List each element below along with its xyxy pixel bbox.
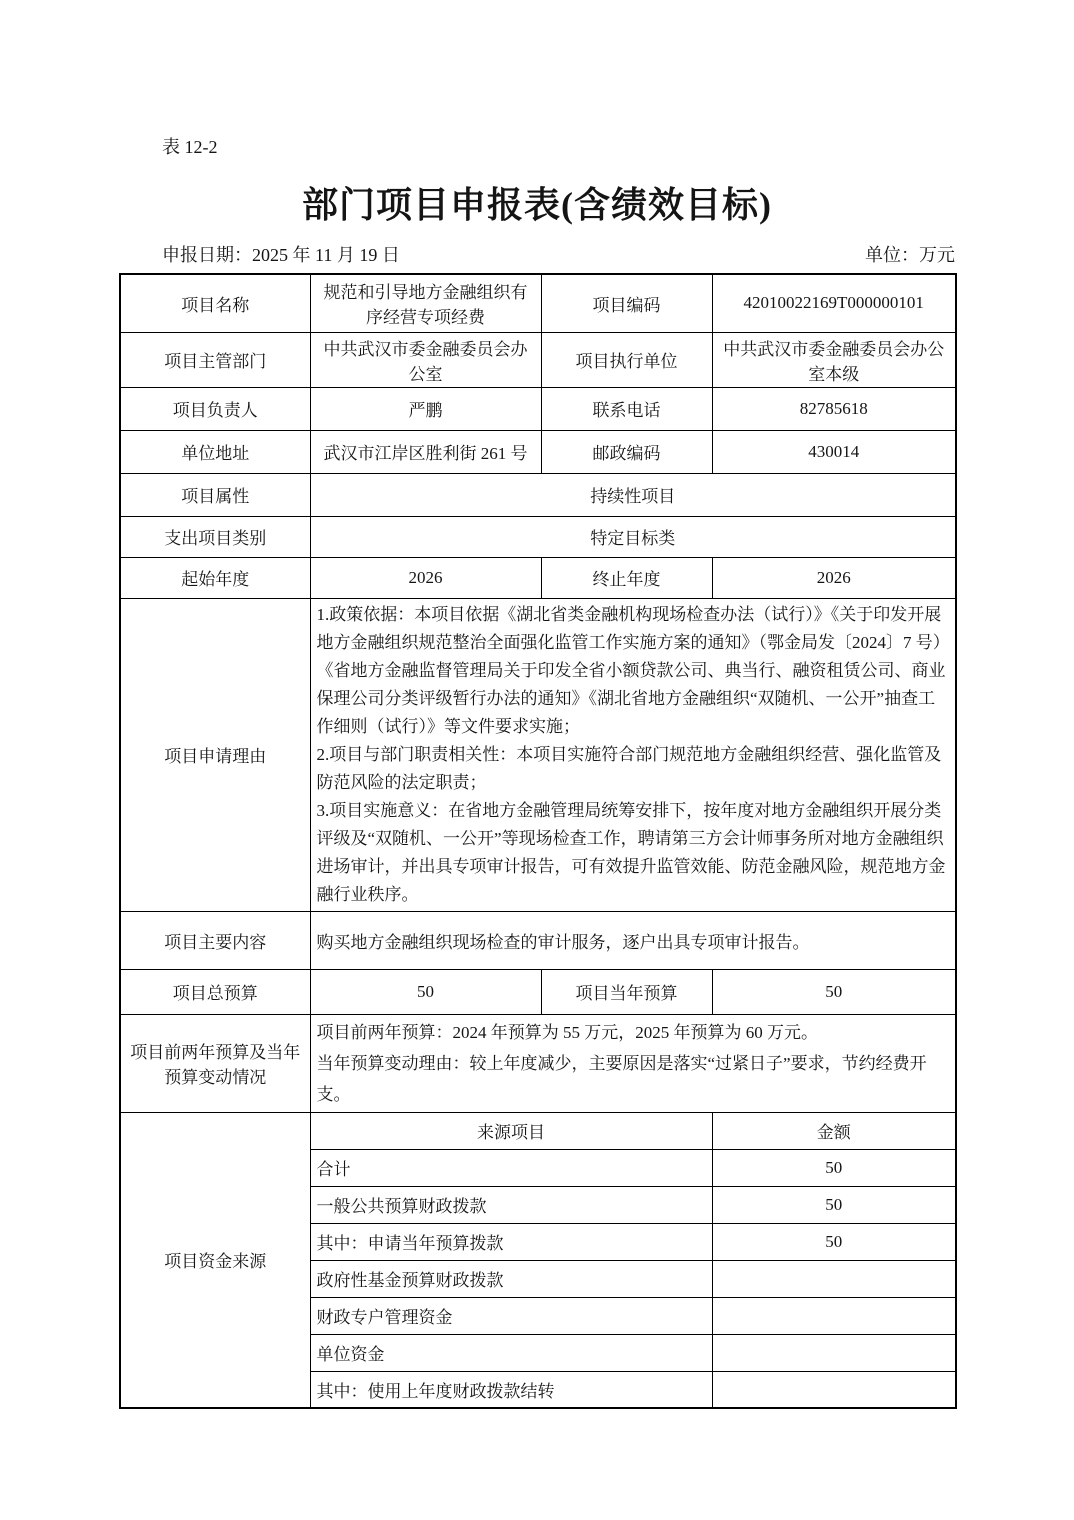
- main-content-label: 项目主要内容: [120, 911, 310, 969]
- funding-source-header-amount: 金额: [712, 1112, 956, 1149]
- application-reason-paragraph: 3.项目实施意义：在省地方金融管理局统筹安排下，按年度对地方金融组织开展分类评级及“双随机、一公开”等现场检查工作，聘请第三方会计师事务所对地方金融组织进场审计，并出具专项审计报告，可有效提升监管效能、防范金融风险，规范地方金融行业秩序。: [316, 800, 946, 904]
- funding-item-carryover-appropriation: 其中：使用上年度财政拨款结转: [310, 1371, 712, 1408]
- table-row: [120, 557, 956, 598]
- prev-budget-line: 项目前两年预算：2024 年预算为 55 万元，2025 年预算为 60 万元。: [316, 1022, 818, 1042]
- unit-address-value: 武汉市江岸区胜利街 261 号: [310, 430, 541, 473]
- form-number-label: 表 12-2: [162, 137, 218, 157]
- table-row: [120, 274, 956, 332]
- page-title: 部门项目申报表(含绩效目标): [302, 185, 772, 225]
- project-leader-value: 严鹏: [310, 387, 541, 430]
- funding-amount-general-public-budget: 50: [712, 1186, 956, 1223]
- declare-date: 申报日期：2025 年 11 月 19 日: [162, 245, 400, 265]
- main-content-value: 购买地方金融组织现场检查的审计服务，逐户出具专项审计报告。: [310, 911, 956, 969]
- funding-item-government-fund-budget: 政府性基金预算财政拨款: [310, 1260, 712, 1297]
- table-row: [120, 332, 956, 387]
- table-row: [120, 969, 956, 1014]
- funding-source-header-item: 来源项目: [310, 1112, 712, 1149]
- funding-item-total: 合计: [310, 1149, 712, 1186]
- project-code-label: 项目编码: [541, 274, 712, 332]
- contact-phone-value: 82785618: [712, 387, 956, 430]
- funding-item-current-year-appropriation: 其中：申请当年预算拨款: [310, 1223, 712, 1260]
- total-budget-value: 50: [310, 969, 541, 1014]
- prev-budget-line: 当年预算变动理由：较上年度减少，主要原因是落实“过紧日子”要求，节约经费开支。: [316, 1053, 927, 1104]
- project-name-value: 规范和引导地方金融组织有序经营专项经费: [310, 274, 541, 332]
- total-budget-label: 项目总预算: [120, 969, 310, 1014]
- expense-category-label: 支出项目类别: [120, 516, 310, 557]
- contact-phone-label: 联系电话: [541, 387, 712, 430]
- executing-unit-value: 中共武汉市委金融委员会办公室本级: [712, 332, 956, 387]
- end-year-value: 2026: [712, 557, 956, 598]
- application-reason-label: 项目申请理由: [120, 598, 310, 911]
- application-reason-value: [310, 598, 956, 911]
- prev-budget-label: 项目前两年预算及当年预算变动情况: [120, 1014, 310, 1112]
- supervisor-dept-value: 中共武汉市委金融委员会办公室: [310, 332, 541, 387]
- document-page: [119, 0, 955, 1409]
- funding-amount-fiscal-special-account: [712, 1297, 956, 1334]
- funding-amount-unit-funds: [712, 1334, 956, 1371]
- project-code-value: 42010022169T000000101: [712, 274, 956, 332]
- project-attribute-value: 持续性项目: [310, 473, 956, 516]
- funding-item-general-public-budget: 一般公共预算财政拨款: [310, 1186, 712, 1223]
- unit-note: 单位：万元: [865, 245, 955, 265]
- executing-unit-label: 项目执行单位: [541, 332, 712, 387]
- unit-address-label: 单位地址: [120, 430, 310, 473]
- application-reason-paragraph: 2.项目与部门职责相关性：本项目实施符合部门规范地方金融组织经营、强化监管及防范风险的法定职责；: [316, 744, 942, 792]
- end-year-label: 终止年度: [541, 557, 712, 598]
- current-year-budget-value: 50: [712, 969, 956, 1014]
- application-reason-paragraph: 1.政策依据：本项目依据《湖北省类金融机构现场检查办法（试行）》《关于印发开展地方金融组织规范整治全面强化监管工作实施方案的通知》（鄂金局发〔2024〕7 号）《省地方金融监督管理局关于印发全省小额贷款公司、典当行、融资租赁公司、商业保理公司分类评级暂行办法的通知》《湖北省地方金融组织“双随机、一公开”抽查工作细则（试行）》等文件要求实施；: [316, 604, 946, 736]
- postal-code-label: 邮政编码: [541, 430, 712, 473]
- table-row: [120, 911, 956, 969]
- project-name-label: 项目名称: [120, 274, 310, 332]
- table-row: [120, 473, 956, 516]
- start-year-label: 起始年度: [120, 557, 310, 598]
- supervisor-dept-label: 项目主管部门: [120, 332, 310, 387]
- funding-item-unit-funds: 单位资金: [310, 1334, 712, 1371]
- funding-item-fiscal-special-account: 财政专户管理资金: [310, 1297, 712, 1334]
- current-year-budget-label: 项目当年预算: [541, 969, 712, 1014]
- table-row: [120, 1112, 956, 1149]
- project-attribute-label: 项目属性: [120, 473, 310, 516]
- funding-amount-government-fund-budget: [712, 1260, 956, 1297]
- start-year-value: 2026: [310, 557, 541, 598]
- table-row: [120, 516, 956, 557]
- table-row: [120, 598, 956, 911]
- funding-amount-current-year-appropriation: 50: [712, 1223, 956, 1260]
- project-declaration-table: [119, 273, 957, 1409]
- prev-budget-value: [310, 1014, 956, 1112]
- expense-category-value: 特定目标类: [310, 516, 956, 557]
- funding-amount-total: 50: [712, 1149, 956, 1186]
- table-row: [120, 387, 956, 430]
- table-row: [120, 1014, 956, 1112]
- postal-code-value: 430014: [712, 430, 956, 473]
- table-row: [120, 430, 956, 473]
- funding-source-label: 项目资金来源: [120, 1112, 310, 1408]
- project-leader-label: 项目负责人: [120, 387, 310, 430]
- funding-amount-carryover-appropriation: [712, 1371, 956, 1408]
- meta-row: [119, 244, 955, 266]
